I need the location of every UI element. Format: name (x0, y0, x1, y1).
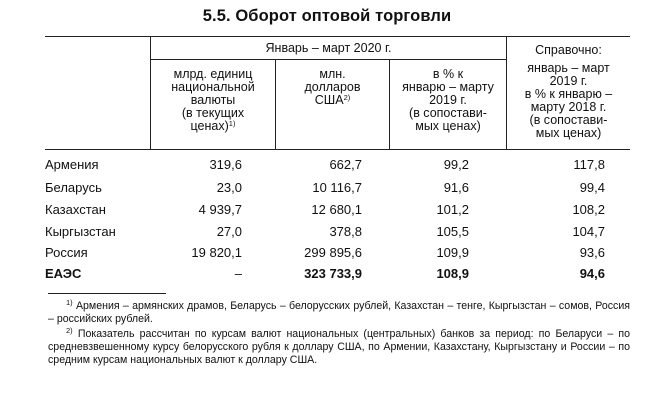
country-name: Кыргызстан (45, 224, 116, 239)
value-usd: 662,7 (329, 157, 362, 172)
col-header-national: млрд. единиц национальной валюты (в текущих ценах)$^{1)}$ (171, 67, 255, 133)
value-reference: 93,6 (579, 245, 605, 260)
header-bottom-rule (45, 149, 630, 150)
footnote-rule (48, 293, 166, 294)
country-name: Россия (45, 245, 88, 260)
value-percent: 105,5 (436, 224, 469, 239)
value-usd: 10 116,7 (312, 180, 362, 195)
country-name: Казахстан (45, 202, 106, 217)
value-usd: 299 895,6 (304, 245, 362, 260)
value-reference: 104,7 (572, 224, 605, 239)
value-national: 19 820,1 (191, 245, 242, 260)
value-national: 23,0 (216, 180, 242, 195)
value-percent: 109,9 (436, 245, 469, 260)
value-percent: 99,2 (443, 157, 469, 172)
country-name: ЕАЭС (45, 266, 82, 281)
country-name: Беларусь (45, 180, 102, 195)
value-percent: 91,6 (443, 180, 469, 195)
col-header-usd: млн. долларов США$^{2)}$ (304, 67, 361, 107)
footnote-2: $^{2)}$ Показатель рассчитан по курсам валют национальных (центральных) банков за период: по Беларуси – по средневзвешенному курсу белорусского рубля к доллару США, по Армении, Казахстану, Кыргызстану и России – по средним курсам национальных валют к доллару США. (48, 326, 630, 367)
value-usd: 12 680,1 (311, 202, 362, 217)
page-title: 5.5. Оборот оптовой торговли (202, 7, 452, 25)
value-reference: 117,8 (573, 157, 605, 172)
value-reference: 108,2 (572, 202, 605, 217)
value-national: 4 939,7 (198, 202, 242, 217)
value-usd: 323 733,9 (304, 266, 362, 281)
col-header-reference: Справочно: январь – март 2019 г. в % к январю – марту 2018 г. (в сопостави- мых ценах) (524, 43, 613, 140)
value-reference: 94,6 (579, 266, 605, 281)
period-underline (151, 59, 506, 60)
footnote-1: $^{1)}$ Армения – армянских драмов, Беларусь – белорусских рублей, Казахстан – тенге, Кыргызстан – сомов, Россия – российских рублей. (48, 298, 630, 326)
table-top-rule (45, 36, 630, 37)
col-header-percent: в % к январю – марту 2019 г. (в сопостави- мых ценах) (402, 67, 494, 133)
period-header: Январь – март 2020 г. (265, 41, 392, 55)
value-national: 319,6 (209, 157, 242, 172)
value-percent: 101,2 (436, 202, 469, 217)
value-national: 27,0 (216, 224, 242, 239)
value-usd: 378,8 (329, 224, 362, 239)
value-national: – (234, 266, 242, 281)
value-percent: 108,9 (436, 266, 469, 281)
value-reference: 99,4 (579, 180, 605, 195)
country-name: Армения (45, 157, 99, 172)
